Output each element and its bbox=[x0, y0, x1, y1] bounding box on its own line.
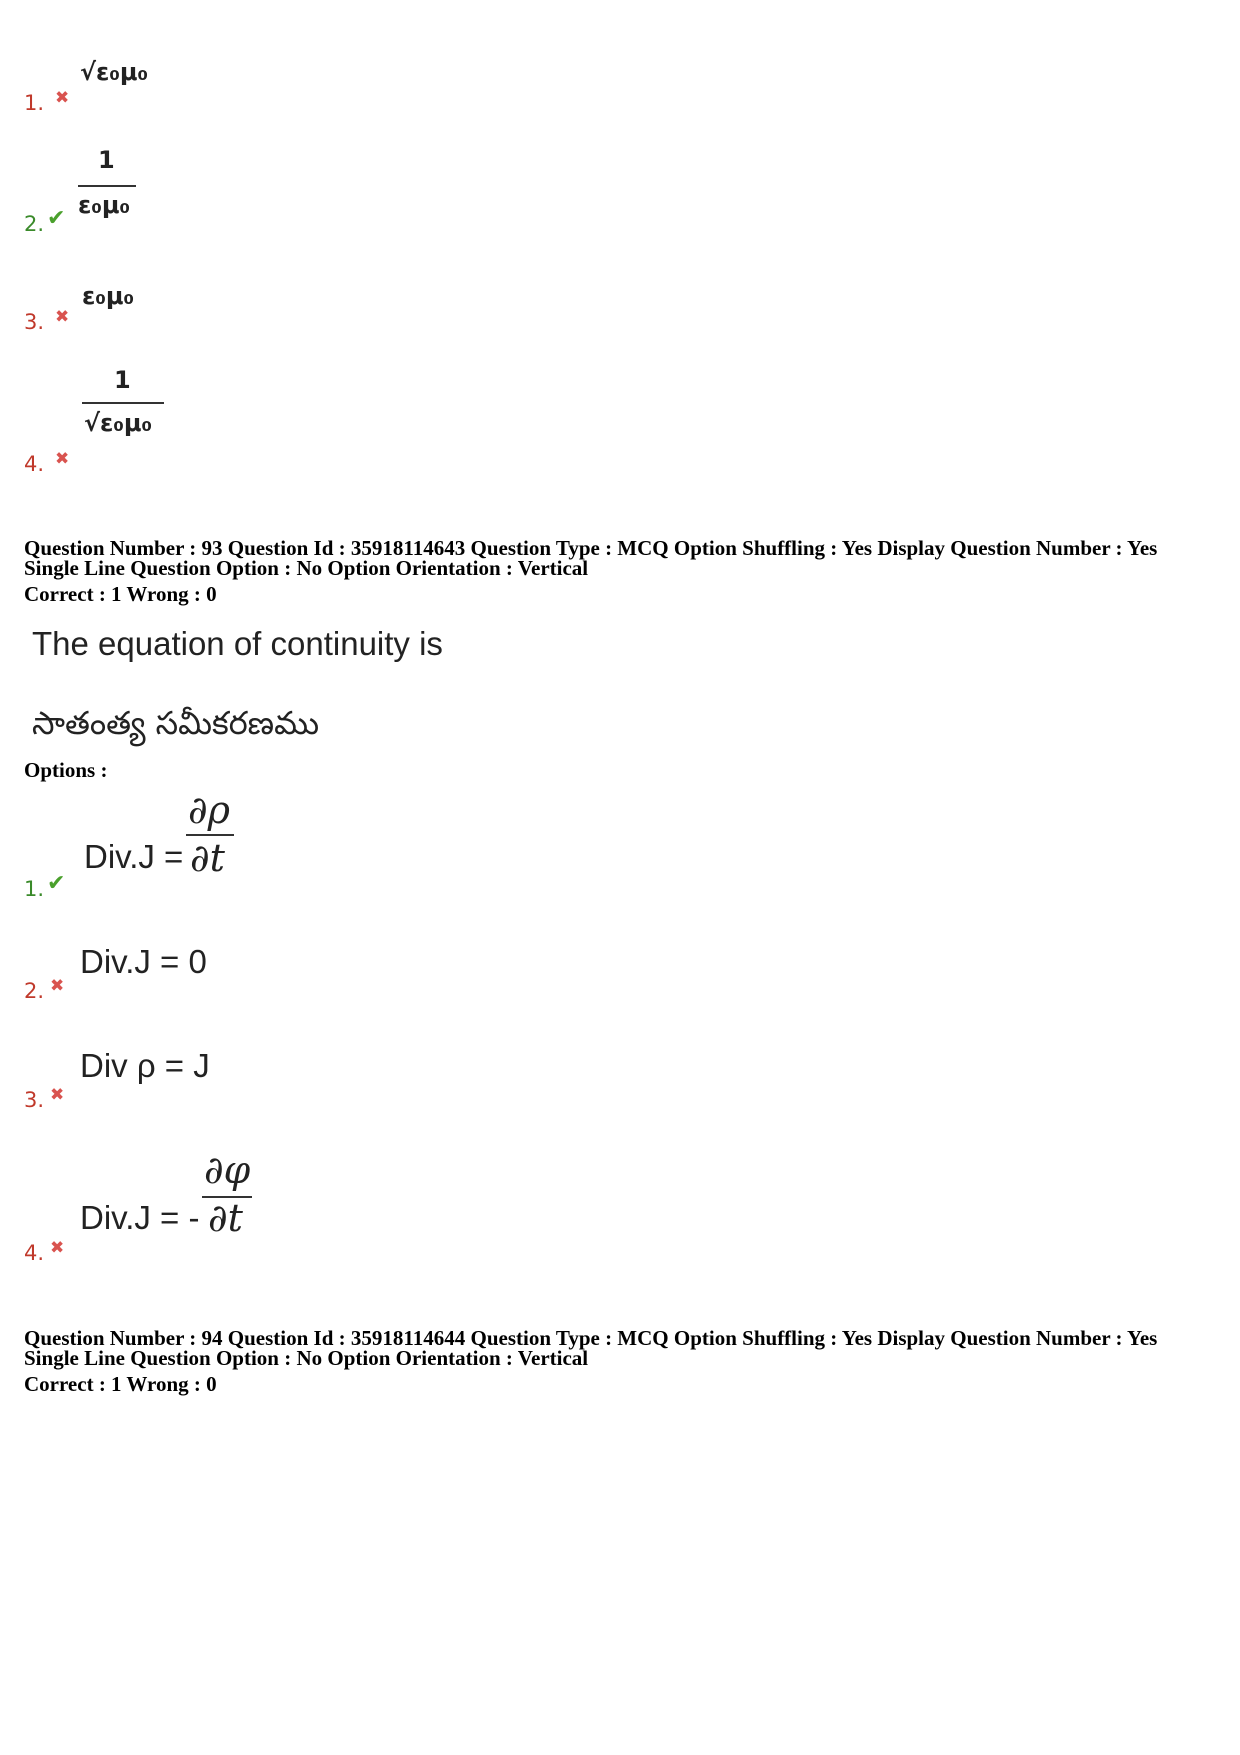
question-text-telugu: సాతంత్య సమీకరణము bbox=[32, 704, 320, 742]
option-numerator: ∂φ bbox=[204, 1148, 251, 1192]
option-denominator: ε₀μ₀ bbox=[78, 191, 131, 219]
option-number: 4. bbox=[24, 1241, 45, 1265]
option-numerator: ∂ρ bbox=[188, 788, 230, 832]
cross-icon: ✖ bbox=[55, 307, 70, 327]
question-text-english: The equation of continuity is bbox=[32, 625, 443, 662]
option-text: Div.J = 0 bbox=[80, 943, 207, 980]
check-icon: ✔ bbox=[47, 206, 66, 231]
option-number: 2. bbox=[24, 212, 45, 236]
option-denominator: ∂t bbox=[190, 836, 225, 880]
option-prefix: Div.J = - bbox=[80, 1199, 200, 1236]
option-numerator: 1 bbox=[114, 366, 131, 394]
question-meta-line-1: Question Number : 93 Question Id : 35918114643 Question Type : MCQ Option Shuffling : Yes Display Question Number : Yes bbox=[24, 536, 1158, 560]
fraction-bar bbox=[82, 402, 164, 404]
option-number: 4. bbox=[24, 452, 45, 476]
option-denominator: ∂t bbox=[208, 1196, 243, 1240]
option-number: 2. bbox=[24, 979, 45, 1003]
fraction-bar bbox=[78, 185, 136, 187]
option-number: 1. bbox=[24, 877, 45, 901]
option-formula: ε₀μ₀ bbox=[82, 282, 135, 310]
option-text: Div ρ = J bbox=[80, 1047, 210, 1084]
cross-icon: ✖ bbox=[50, 976, 65, 996]
cross-icon: ✖ bbox=[55, 88, 70, 108]
cross-icon: ✖ bbox=[55, 449, 70, 469]
cross-icon: ✖ bbox=[50, 1085, 65, 1105]
question-meta-line-1: Question Number : 94 Question Id : 35918114644 Question Type : MCQ Option Shuffling : Yes Display Question Number : Yes bbox=[24, 1326, 1158, 1350]
check-icon: ✔ bbox=[47, 871, 66, 896]
options-label: Options : bbox=[24, 758, 108, 782]
question-meta-line-2: Single Line Question Option : No Option Orientation : Vertical bbox=[24, 1346, 589, 1370]
option-numerator: 1 bbox=[98, 146, 115, 174]
question-score: Correct : 1 Wrong : 0 bbox=[24, 1372, 217, 1396]
option-prefix: Div.J = bbox=[84, 838, 184, 875]
question-score: Correct : 1 Wrong : 0 bbox=[24, 582, 217, 606]
option-number: 3. bbox=[24, 1088, 45, 1112]
option-denominator: √ε₀μ₀ bbox=[84, 409, 153, 437]
cross-icon: ✖ bbox=[50, 1238, 65, 1258]
option-formula: √ε₀μ₀ bbox=[80, 58, 149, 86]
option-number: 3. bbox=[24, 310, 45, 334]
option-number: 1. bbox=[24, 91, 45, 115]
question-meta-line-2: Single Line Question Option : No Option Orientation : Vertical bbox=[24, 556, 589, 580]
